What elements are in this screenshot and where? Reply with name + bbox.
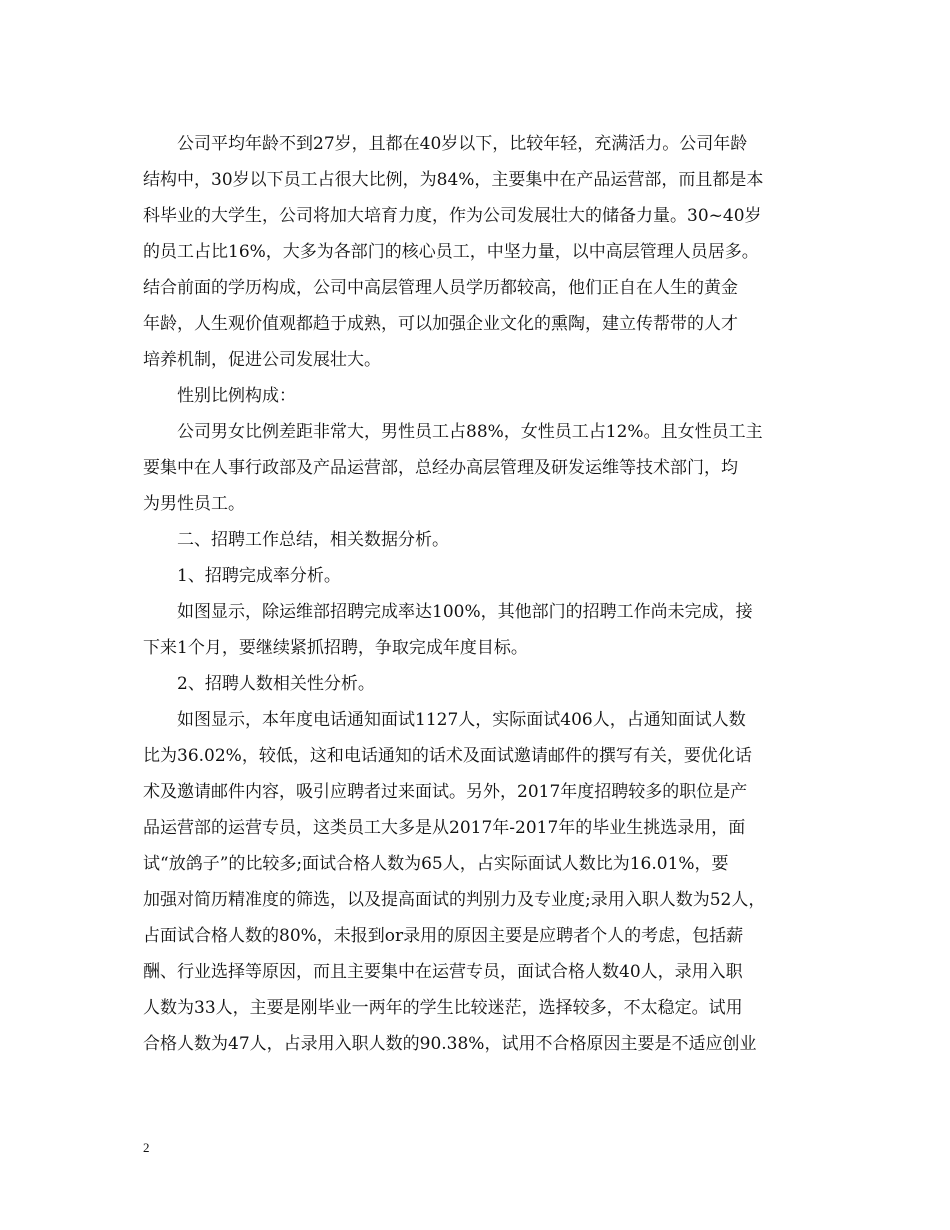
subsection-heading: 2、招聘人数相关性分析。 (177, 674, 375, 694)
paragraph-line: 结构中，30岁以下员工占很大比例，为84%，主要集中在产品运营部，而且都是本 (143, 170, 764, 190)
paragraph-line: 的员工占比16%，大多为各部门的核心员工，中坚力量，以中高层管理人员居多。 (143, 242, 759, 262)
paragraph-line: 年龄，人生观价值观都趋于成熟，可以加强企业文化的熏陶，建立传帮带的人才 (143, 314, 738, 334)
paragraph-line: 试“放鸽子”的比较多;面试合格人数为65人，占实际面试人数比为16.01%，要 (143, 854, 729, 874)
paragraph-line: 品运营部的运营专员，这类员工大多是从2017年-2017年的毕业生挑选录用，面 (143, 818, 746, 838)
paragraph-line: 如图显示，除运维部招聘完成率达100%，其他部门的招聘工作尚未完成，接 (177, 602, 753, 622)
paragraph-line: 科毕业的大学生，公司将加大培育力度，作为公司发展壮大的储备力量。30~40岁 (143, 206, 762, 226)
section-heading: 二、招聘工作总结，相关数据分析。 (177, 530, 449, 550)
paragraph-line: 酬、行业选择等原因，而且主要集中在运营专员，面试合格人数40人，录用入职 (143, 962, 743, 982)
paragraph-line: 如图显示，本年度电话通知面试1127人，实际面试406人，占通知面试人数 (177, 710, 746, 730)
paragraph-line: 占面试合格人数的80%，未报到or录用的原因主要是应聘者个人的考虑，包括薪 (143, 926, 744, 946)
page-number: 2 (143, 1140, 150, 1155)
paragraph-line: 为男性员工。 (143, 494, 245, 514)
paragraph-line: 公司男女比例差距非常大，男性员工占88%，女性员工占12%。且女性员工主 (177, 422, 763, 442)
document-body (143, 126, 823, 1062)
paragraph-line: 公司平均年龄不到27岁，且都在40岁以下，比较年轻，充满活力。公司年龄 (177, 134, 748, 154)
paragraph-line: 加强对简历精准度的筛选，以及提高面试的判别力及专业度;录用入职人数为52人， (143, 890, 766, 910)
paragraph-line: 合格人数为47人，占录用入职人数的90.38%，试用不合格原因主要是不适应创业 (143, 1034, 757, 1054)
paragraph-line: 要集中在人事行政部及产品运营部，总经办高层管理及研发运维等技术部门，均 (143, 458, 738, 478)
paragraph-line: 下来1个月，要继续紧抓招聘，争取完成年度目标。 (143, 638, 528, 658)
paragraph-line: 比为36.02%，较低，这和电话通知的话术及面试邀请邮件的撰写有关，要优化话 (143, 746, 752, 766)
section-heading: 性别比例构成： (177, 386, 296, 406)
paragraph-line: 结合前面的学历构成，公司中高层管理人员学历都较高，他们正自在人生的黄金 (143, 278, 738, 298)
paragraph-line: 术及邀请邮件内容，吸引应聘者过来面试。另外，2017年度招聘较多的职位是产 (143, 782, 748, 802)
paragraph-line: 培养机制，促进公司发展壮大。 (143, 350, 381, 370)
paragraph-line: 人数为33人，主要是刚毕业一两年的学生比较迷茫，选择较多，不太稳定。试用 (143, 998, 743, 1018)
subsection-heading: 1、招聘完成率分析。 (177, 566, 341, 586)
